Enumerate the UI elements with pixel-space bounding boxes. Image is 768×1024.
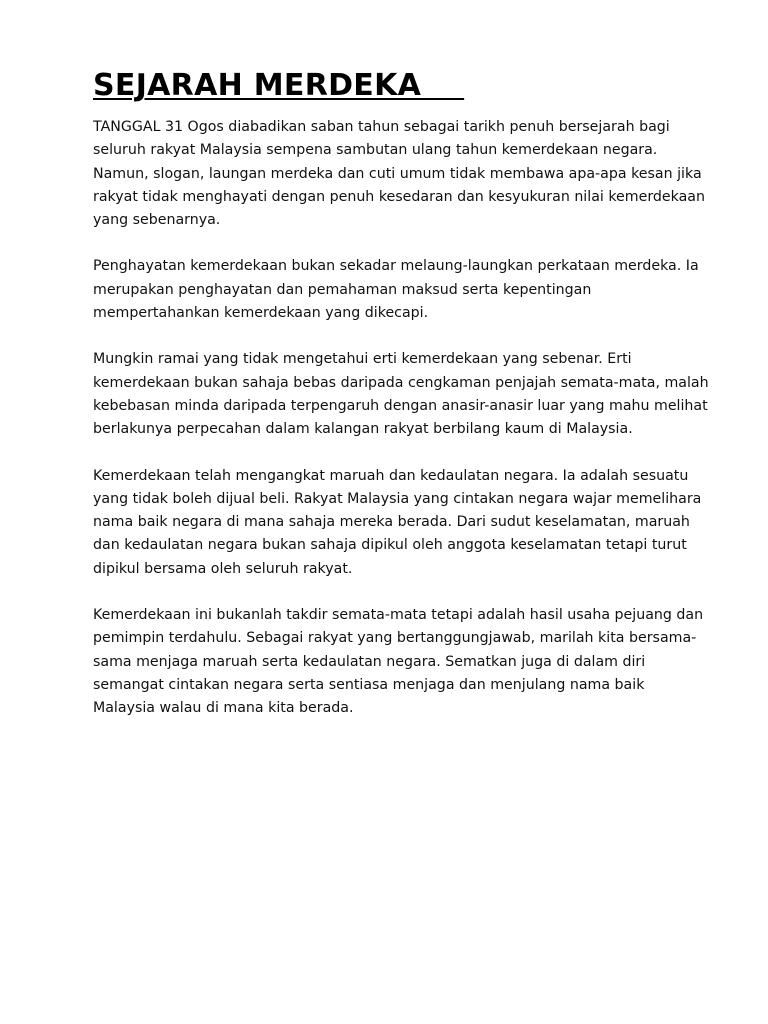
paragraph-3: Mungkin ramai yang tidak mengetahui erti kemerdekaan yang sebenar. Erti kemerdekaan bukan sahaja bebas daripada cengkaman penjajah semata-mata, malah kebebasan minda daripada terpengaruh dengan anasir-anasir luar yang mahu melihat berlakunya perpecahan dalam kalangan rakyat berbilang kaum di Malaysia. <box>93 351 709 438</box>
document-title: SEJARAH MERDEKA <box>93 68 465 103</box>
paragraph-5: Kemerdekaan ini bukanlah takdir semata-mata tetapi adalah hasil usaha pejuang dan pemimpin terdahulu. Sebagai rakyat yang bertanggungjawab, marilah kita bersama-sama menjaga maruah serta kedaulatan negara. Sematkan juga di dalam diri semangat cintakan negara serta sentiasa menjaga dan menjulang nama baik Malaysia walau di mana kita berada. <box>93 607 704 717</box>
document-body <box>93 116 709 721</box>
paragraph-1: TANGGAL 31 Ogos diabadikan saban tahun sebagai tarikh penuh bersejarah bagi seluruh rakyat Malaysia sempena sambutan ulang tahun kemerdekaan negara. Namun, slogan, laungan merdeka dan cuti umum tidak membawa apa-apa kesan jika rakyat tidak menghayati dengan penuh kesedaran dan kesyukuran nilai kemerdekaan yang sebenarnya. <box>93 119 705 229</box>
document-content <box>93 68 709 744</box>
paragraph-4: Kemerdekaan telah mengangkat maruah dan kedaulatan negara. Ia adalah sesuatu yang tidak boleh dijual beli. Rakyat Malaysia yang cintakan negara wajar memelihara nama baik negara di mana sahaja mereka berada. Dari sudut keselamatan, maruah dan kedaulatan negara bukan sahaja dipikul oleh anggota keselamatan tetapi turut dipikul bersama oleh seluruh rakyat. <box>93 467 702 577</box>
paragraph-2: Penghayatan kemerdekaan bukan sekadar melaung-laungkan perkataan merdeka. Ia merupakan penghayatan dan pemahaman maksud serta kepentingan mempertahankan kemerdekaan yang dikecapi. <box>93 258 699 322</box>
